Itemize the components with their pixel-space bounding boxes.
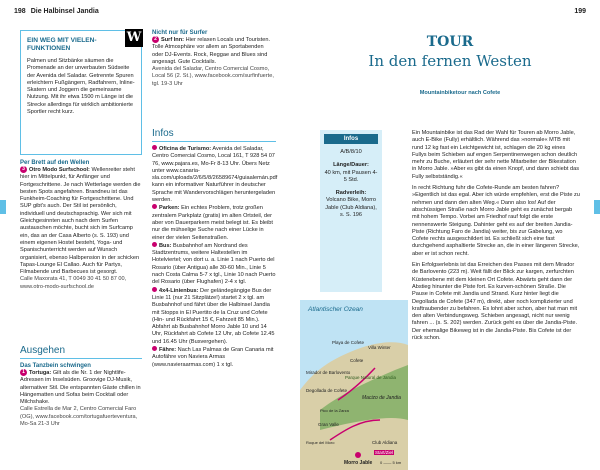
right-page-number: 199	[574, 8, 586, 15]
surf-text: Wellenreiter steht hier im Mittelpunkt, für Anfänger und Fortgeschrittene. Je nach Wetterlage werden die besten Spots angefahren. Brandneu ist das Funkheim-Coaching für Fortgeschrittene. Und SUP gibt's auch. Der Stil ist persönlich, individuell und deutschsprachig. Wer sich mit Gleichgesinnten auch nach dem Surfen austauschen möchte, bucht sich im Surfcamp ein, das an der Casa Alberto (s. S. 193) und einem eigenen Hostel besteht, Yoga- und Spanischunterricht werden auf Wunsch organisiert, ebenso Halbpension in der schicken Tapas-Lounge El Callao. Auch für Partys, Filmabende und Barbecues ist gesorgt.	[20, 166, 141, 276]
tortuga-address: Calle Estrella de Mar 2, Centro Comercial Faro (OG), www.facebook.com/tortugafuerteventura, Mo-Sa 21-3 Uhr	[20, 406, 138, 428]
left-running-title: Die Halbinsel Jandia	[30, 8, 99, 15]
tour-infobox	[320, 130, 382, 292]
sidebar-body: Palmen und Sitzbänke säumen die Promenade an der unverbauten Südseite der Avenida del Saladar. Getrennte Spuren erleichtern Fußgängern, Radfahrern, Inline-Skatern und Joggern die gemeinsame Nutzung. Mit ihr etwa 1500 m Länge ist die Strecke allerdings für wirklich ambitionierte Sportler recht kurz.	[27, 58, 135, 116]
tour-paragraph-3: Ein Erfolgserlebnis ist das Erreichen des Passes mit dem Mirador de Barlovento (223 m). Weit fällt der Blick zur kargen, zerfurchten Küstenebene mit dem kleinen Ort Cofete. Abwärts geht dann der Abstieg hinunter die Piste fort. Es kurven-schönen Straße. Die Pause in Cofete mit Jandia und Strand. Kurz hinter liegt die Degollada de Cofete (347 m), direkt, aber noch komplizierter und kraftraubender zu befahren. Es lohnt aber schon, aber hat man mit den alten Verbindungsweg. Schieben angesagt, nicht nur wenig fahren ... (s. S. 202) werden. Zurück geht es über die Jandia-Piste. Der ehemalige Bikeweg ist in die Jandia-Piste. Bis Cofete ist der rück schon.	[412, 262, 578, 342]
office-text: Avenida del Saladar, Centro Comercial Cosmo, Local 161, T 928 54 07 76, www.pajara.es, Mo-Fr 8-13 Uhr. Übers Netz unter www.canaria-sla.com/uploads/2/6/5/8/26589674/guiaalemán.pdf kann ein informativer Naturführer in deutscher Sprache mit Wandervorschlägen heruntergeladen werden.	[152, 146, 278, 204]
infos-title: Infos	[152, 128, 276, 142]
bullet-icon	[152, 145, 157, 150]
sidebar-heading: EIN WEG MIT VIELEN-FUNKTIONEN	[27, 37, 97, 52]
start-marker-icon	[355, 452, 361, 458]
map-label: Gran Valle	[318, 422, 339, 427]
office-name: Oficina de Turismo:	[159, 146, 212, 152]
ausgehen-title: Ausgehen	[20, 345, 142, 359]
parken-text: Ein echtes Problem, trotz großen zentralem Parkplatz (gratis) im alten Ortsteil, der aber von Dauerparkern meist belegt ist. Es bleibt nur die mühselige Suche nach einer Lücke in einer der vielen Seitenstraßen.	[152, 205, 273, 241]
sidebar-box	[20, 30, 142, 155]
bullet-icon	[152, 287, 157, 292]
rad-label: Radverleih:	[335, 190, 367, 197]
map-tiny-label: Pico de la Zarza	[320, 408, 349, 413]
bus-text: Busbahnhof am Nordrand des Stadtzentrums, weitere Haltestellen im Hotelviertel; von dort u. a. Linie 1 nach Puerto del Rosario (über Antigua) alle 30-60 Min., Linie 5 nach Costa Calma 5-7 x tgl., Linie 10 nach Puerto del Rosario (über Flughafen) 2-4 x tgl.	[152, 242, 276, 286]
bus-name: Bus:	[159, 242, 172, 249]
infobox-title: Infos	[324, 134, 378, 144]
laenge-label: Länge/Dauer:	[333, 162, 369, 169]
left-page-number: 198	[14, 8, 26, 15]
right-thumb-tab	[594, 200, 600, 214]
surfinn-heading: Nicht nur für Surfer	[152, 30, 208, 36]
left-running-header	[14, 8, 99, 15]
sea-label: Atlantischer Ozean	[308, 306, 363, 313]
map-label: Macizo de Jandia	[362, 395, 401, 401]
tour-text	[412, 130, 580, 342]
surfinn-section	[152, 30, 276, 88]
tour-map	[300, 300, 408, 470]
bullet-icon	[152, 242, 157, 247]
map-scale: 0 —— 5 km	[380, 460, 402, 465]
w-logo-icon: W	[126, 30, 142, 45]
tour-paragraph-2: In recht Richtung fuhr die Cofete-Runde am besten fahren? »Eigentlich ist das egal. Aber ich würde empfehlen, erst die Piste zu nehmen und dann den alten Weg.« Dann also los! Auf der abschüssigen Straße nach Morro Jable geht es zunächst bergab mit hohem Tempo. Vorbei am Friedhof rauf folgt die erste nennenswerte Steigung. Dahinter geht es auf der breiten Jandia-Piste (Richtung Faro de Jandia) weiter, bis zur Gabelung, wo Cofete rechts ausgeschildert ist. Es schließt sich eine fast durchgehend asphaltierte Strecke an, die in einer längeren Strecke, aber er ist schon recht.	[412, 185, 580, 257]
surf-heading: Per Brett auf den Wellen	[20, 160, 90, 166]
tour-title: In den fernen Westen	[368, 52, 532, 70]
map-label: Mirador de Barlovento	[306, 370, 351, 375]
ausgehen-subheading: Das Tanzbein schwingen	[20, 363, 91, 369]
ausgehen-section	[20, 345, 142, 428]
marker-3-icon: 3	[20, 166, 27, 173]
map-label: Cofete	[350, 358, 364, 363]
map-label: Morro Jable	[344, 460, 373, 466]
tortuga-name: Tortuga:	[29, 369, 52, 376]
map-label: Degollada de Cofete	[306, 388, 348, 393]
faehre-name: Fähre:	[159, 347, 177, 354]
tour-paragraph-1: Ein Mountainbike ist das Rad der Wahl für Touren ab Morro Jable, auch E-Bike (Fully) erhältlich. Während das »normale« MTB mit rund 12 kg fast ein Leichtgewicht ist, schlagen die 20 kg eines Fullys beim Schieben auf engen Serpentinenwegen schon deutlich mehr zu Buche, erläutert der sehr nette Mitarbeiter der Bikestation in Morro Jable. »Aber es gibt da einen Knopf, und dann schiebt das Fully selbstständig.«	[412, 130, 579, 180]
tour-label: TOUR	[426, 34, 474, 50]
bullet-icon	[152, 204, 157, 209]
map-label: Club Aldiana	[372, 440, 398, 445]
map-label: Parque Natural de Jandia	[345, 375, 397, 380]
surf-name: Otro Modo Surfschool:	[29, 166, 90, 173]
surfinn-text: Hier relaxen Locals und Touristen. Tolle Atmosphäre vor allem an Sportabenden oder DJ-Events. Rock, Reggae and Blues sind angesagt. Gute Cocktails.	[152, 36, 271, 65]
map-label: Villa Winter	[368, 345, 391, 350]
surfinn-name: Surf Inn:	[161, 36, 184, 43]
left-thumb-tab	[0, 200, 6, 214]
tour-subtitle: Mountainbiketour nach Cofete	[419, 90, 501, 96]
rad-value: Volcano Bike, Morro Jable (Club Aldiana), s. S. 196	[325, 197, 377, 219]
infos-section	[152, 128, 276, 369]
surf-address: Calle Maxorata 41, T 0049 30 41 50 87 00, www.otro-modo-surfschool.de	[20, 276, 127, 290]
map-label: Playa de Cofete	[332, 340, 365, 345]
infobox-rating: A/B/8/10	[340, 149, 362, 155]
marker-2-icon: 2	[152, 36, 159, 43]
marker-1-icon: 1	[20, 369, 27, 376]
laenge-value: 40 km, mit Pausen 4-5 Std.	[324, 169, 378, 183]
jeep-text: Der geländegängige Bus der Linie 11 (nur 21 Sitzplätze!) startet 2 x tgl. am Busbahnhof und fährt über die Halbinsel Jandia mit Stopps in El Puertito de la Cruz und Cofete (Hin- und Rückfahrt 15 €, Fahrzeit 85 Min.). Abfahrt ab Busbahnhof Morro Jable 10 und 14 Uhr, Rückfahrt ab Cofete 12 Uhr, ab Cofete 12.45 und 16.45 Uhr (Busvergehen).	[152, 287, 275, 345]
jeep-name: 4x4-Linienbus:	[159, 287, 199, 294]
tortuga-text: Gilt als die Nr. 1 der Nightlife-Adressen im Inselsüden. Groovige DJ-Musik, alternativer Stil. Die entspannten Gäste chillen in Hängematten und Sofas beim Cocktail oder Milchshake.	[20, 369, 141, 406]
map-label: Start/Ziel	[375, 450, 394, 455]
right-page	[300, 0, 600, 470]
bullet-icon	[152, 346, 157, 351]
map-tiny-label: Roque del Moro	[306, 440, 335, 445]
surfinn-address: Avenida del Saladar, Centro Comercial Cosmo, Local 56 (2. St.), www.facebook.com/surfinfuerte, tgl. 19-3 Uhr	[152, 66, 274, 87]
parken-name: Parken:	[159, 205, 180, 212]
surf-section	[20, 160, 142, 291]
faehre-text: Nach Las Palmas de Gran Canaria mit Autofähre von Naviera Armas (www.navieraarmas.com) 1 x tgl.	[152, 347, 274, 368]
